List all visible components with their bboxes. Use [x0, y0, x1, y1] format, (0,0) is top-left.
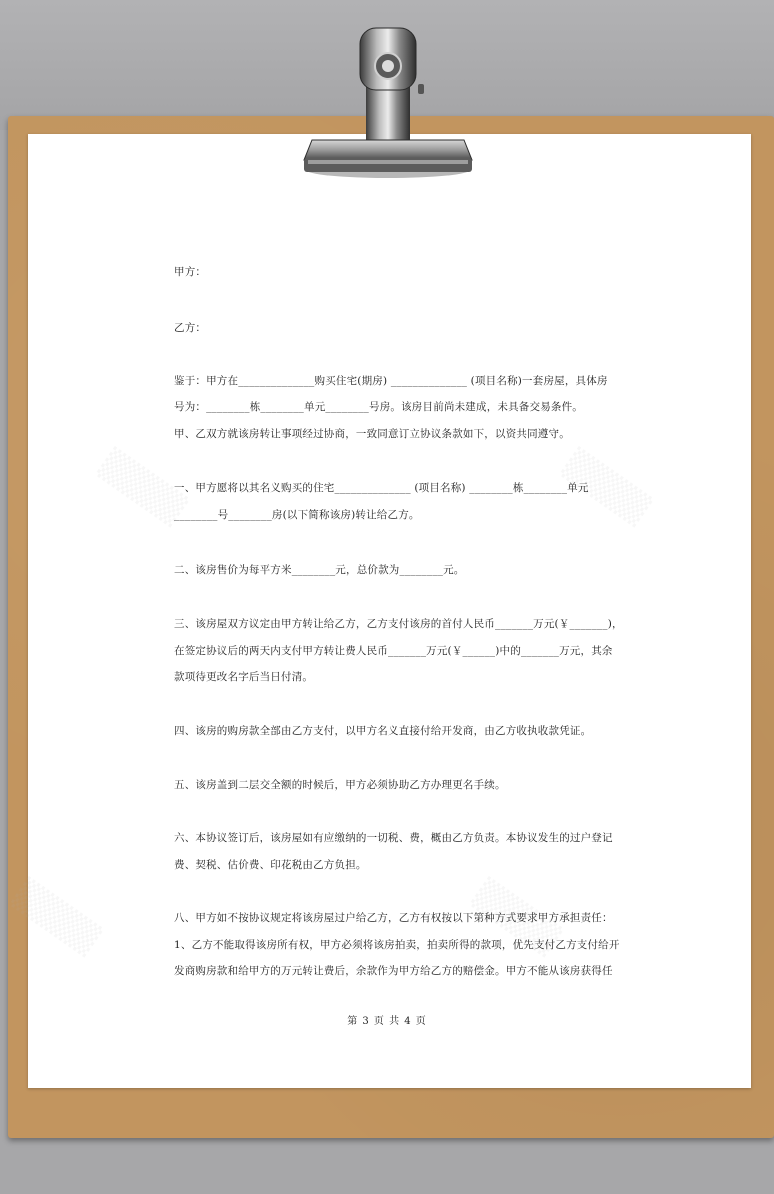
text-line: 款项待更改名字后当日付清。 [174, 671, 314, 683]
clause-3-line: 三、该房屋双方议定由甲方转让给乙方，乙方支付该房的首付人民币_______万元(￥_______)， [174, 618, 623, 630]
clause-1-line: 一、甲方愿将以其名义购买的住宅______________ (项目名称) ________栋________单元 [174, 482, 589, 494]
text-line: ________号________房(以下简称该房)转让给乙方。 [174, 509, 420, 521]
clause-6-line: 六、本协议签订后，该房屋如有应缴纳的一切税、费，概由乙方负责。本协议发生的过户登记 [174, 832, 613, 844]
watermark-mark: ▒▒▒▒ [558, 446, 654, 529]
clause-2-line: 二、该房售价为每平方米________元，总价款为________元。 [174, 564, 465, 576]
party-a-line: 甲方： [174, 266, 207, 278]
watermark-mark: ▒▒▒▒ [468, 876, 564, 959]
text-line: 费、契税、估价费、印花税由乙方负担。 [174, 859, 367, 871]
clause-8-line: 八、甲方如不按协议规定将该房屋过户给乙方，乙方有权按以下第种方式要求甲方承担责任： [174, 912, 613, 924]
party-b-line: 乙方： [174, 322, 207, 334]
binder-clip-icon [296, 22, 480, 182]
text-line: 1、乙方不能取得该房所有权，甲方必须将该房拍卖，拍卖所得的款项，优先支付乙方支付给开 [174, 939, 620, 951]
text-line: 号为：________栋________单元________号房。该房目前尚未建成，未具备交易条件。 [174, 401, 583, 413]
watermark-mark: ▒▒▒▒ [8, 876, 104, 959]
text-line: 在签定协议后的两天内支付甲方转让费人民币_______万元(￥______)中的_______万元，其余 [174, 645, 613, 657]
page-number: 第 3 页 共 4 页 [347, 1016, 427, 1027]
text-line: 鉴于：甲方在______________购买住宅(期房) ______________ (项目名称)一套房屋，具体房 [174, 375, 608, 387]
clause-5-line: 五、该房盖到二层交全额的时候后，甲方必须协助乙方办理更名手续。 [174, 779, 506, 791]
clause-4-line: 四、该房的购房款全部由乙方支付，以甲方名义直接付给开发商，由乙方收执收款凭证。 [174, 725, 592, 737]
text-line: 发商购房款和给甲方的万元转让费后，余款作为甲方给乙方的赔偿金。甲方不能从该房获得任 [174, 965, 613, 977]
text-line: 甲、乙双方就该房转让事项经过协商，一致同意订立协议条款如下，以资共同遵守。 [174, 428, 570, 440]
watermark-mark: ▒▒▒▒ [94, 446, 190, 529]
